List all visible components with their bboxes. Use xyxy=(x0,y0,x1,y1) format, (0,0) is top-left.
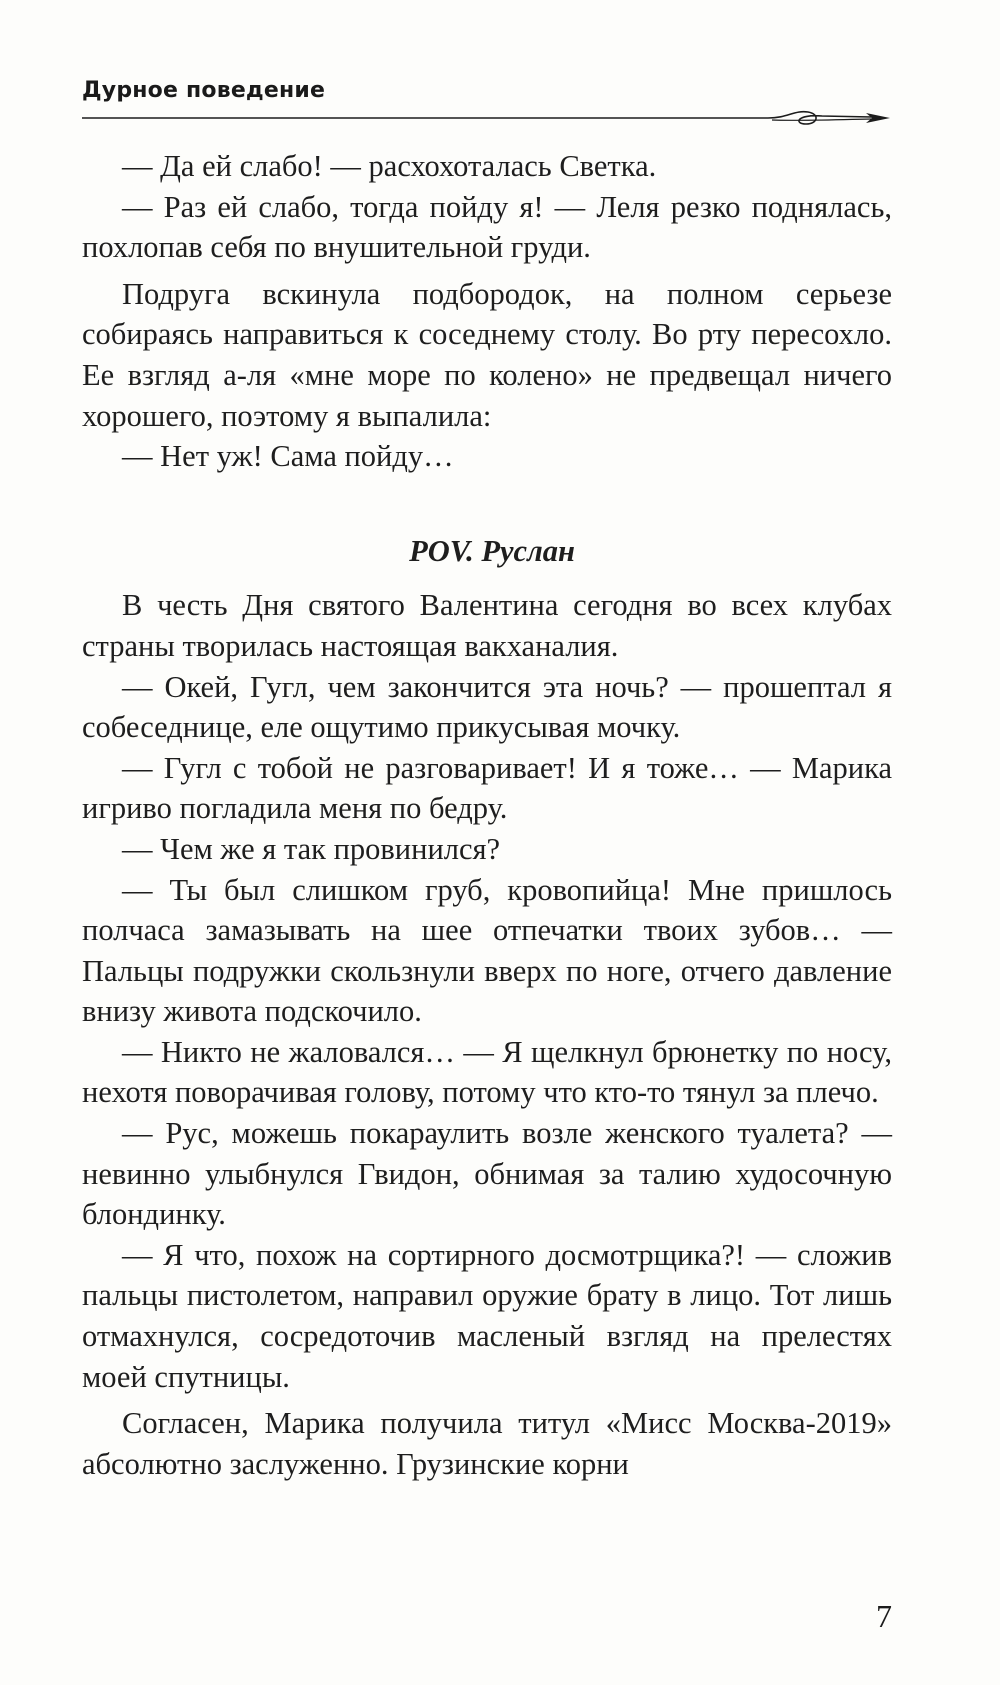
paragraph: — Я что, похож на сортирного досмотрщика?! — сложив пальцы пистолетом, направил оружие брату в лицо. Тот лишь отмахнулся, сосредоточив масленый взгляд на прелестях моей спутницы. xyxy=(82,1237,892,1394)
paragraph: — Чем же я так провинился? xyxy=(122,831,501,866)
paragraph: — Никто не жаловался… — Я щелкнул брюнетку по носу, нехотя поворачивая голову, потому что кто-то тянул за плечо. xyxy=(82,1034,892,1110)
paragraph: Согласен, Марика получила титул «Мисс Москва-2019» абсолютно заслуженно. Грузинские корни xyxy=(82,1406,892,1481)
paragraph: — Нет уж! Сама пойду… xyxy=(122,439,454,474)
running-head-title: Дурное поведение xyxy=(82,78,326,103)
paragraph: — Рус, можешь покараулить возле женского туалета? — невинно улыбнулся Гвидон, обнимая за талию худосочную блондинку. xyxy=(82,1116,892,1232)
paragraph: — Раз ей слабо, тогда пойду я! — Леля резко поднялась, похлопав себя по внушительной груди. xyxy=(82,189,892,265)
paragraph: — Гугл с тобой не разговаривает! И я тоже… — Марика игриво погладила меня по бедру. xyxy=(82,750,892,826)
body-text xyxy=(82,146,892,1484)
paragraph: — Окей, Гугл, чем закончится эта ночь? — прошептал я собеседнице, еле ощутимо прикусывая мочку. xyxy=(82,669,892,745)
page-number: 7 xyxy=(876,1598,892,1634)
paragraph: — Ты был слишком груб, кровопийца! Мне пришлось полчаса замазывать на шее отпечатки твоих зубов… — Пальцы подружки скользнули вверх по ноге, отчего давление внизу живота подскочило. xyxy=(82,872,892,1029)
ornamental-rule-icon xyxy=(82,108,894,130)
paragraph: В честь Дня святого Валентина сегодня во всех клубах страны творилась настоящая вакханалия. xyxy=(82,588,892,663)
paragraph: — Да ей слабо! — расхохоталась Светка. xyxy=(122,149,657,183)
paragraph: Подруга вскинула подбородок, на полном серьезе собираясь направиться к соседнему столу. Во рту пересохло. Ее взгляд а-ля «мне море по колено» не предвещал ничего хорошего, поэтому я выпалила: xyxy=(82,276,892,433)
section-heading: POV. Руслан xyxy=(409,533,575,568)
